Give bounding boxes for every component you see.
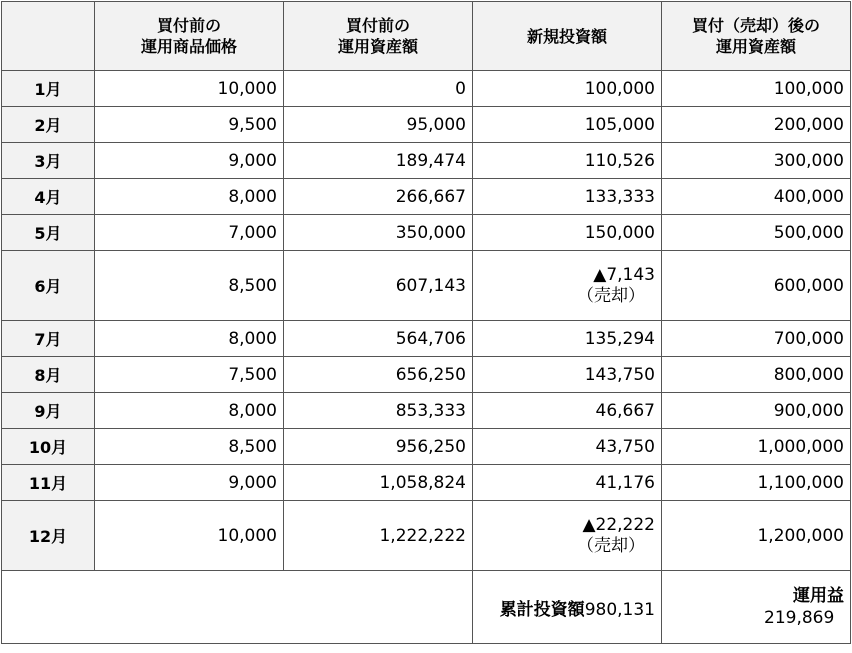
assets-after-cell: 1,200,000 <box>662 501 851 571</box>
assets-before-cell: 189,474 <box>284 143 473 179</box>
new-investment-cell: 43,750 <box>473 429 662 465</box>
new-investment-cell <box>473 251 662 321</box>
table-row <box>2 143 851 179</box>
month-cell: 3月 <box>2 143 95 179</box>
assets-after-cell: 600,000 <box>662 251 851 321</box>
month-cell: 9月 <box>2 393 95 429</box>
table-row <box>2 71 851 107</box>
investment-value: ▲7,143 <box>593 264 655 285</box>
assets-after-cell: 900,000 <box>662 393 851 429</box>
total-label: 累計投資額 <box>499 599 585 620</box>
table-row <box>2 251 851 321</box>
footer-total <box>473 571 662 644</box>
footer-empty <box>2 571 473 644</box>
assets-before-cell: 350,000 <box>284 215 473 251</box>
table-row <box>2 465 851 501</box>
assets-after-cell: 1,000,000 <box>662 429 851 465</box>
header-corner <box>2 2 95 71</box>
assets-after-cell: 800,000 <box>662 357 851 393</box>
price-cell: 10,000 <box>95 71 284 107</box>
assets-before-cell: 1,058,824 <box>284 465 473 501</box>
assets-before-cell: 853,333 <box>284 393 473 429</box>
table-row <box>2 357 851 393</box>
price-cell: 9,000 <box>95 465 284 501</box>
month-cell: 10月 <box>2 429 95 465</box>
header-row <box>2 2 851 71</box>
footer-row <box>2 571 851 644</box>
footer-profit <box>662 571 851 644</box>
price-cell: 8,000 <box>95 321 284 357</box>
assets-after-cell: 100,000 <box>662 71 851 107</box>
month-cell: 8月 <box>2 357 95 393</box>
price-cell: 9,000 <box>95 143 284 179</box>
sale-note: （売却） <box>577 285 645 306</box>
price-cell: 9,500 <box>95 107 284 143</box>
assets-before-cell: 1,222,222 <box>284 501 473 571</box>
new-investment-cell: 100,000 <box>473 71 662 107</box>
price-cell: 8,500 <box>95 429 284 465</box>
price-cell: 7,000 <box>95 215 284 251</box>
assets-before-cell: 95,000 <box>284 107 473 143</box>
header-new-investment: 新規投資額 <box>473 2 662 71</box>
investment-table <box>1 1 851 644</box>
table-row <box>2 321 851 357</box>
new-investment-cell: 143,750 <box>473 357 662 393</box>
month-cell: 5月 <box>2 215 95 251</box>
new-investment-cell: 110,526 <box>473 143 662 179</box>
assets-after-cell: 300,000 <box>662 143 851 179</box>
new-investment-cell: 46,667 <box>473 393 662 429</box>
sale-note: （売却） <box>577 535 645 556</box>
table-row <box>2 107 851 143</box>
header-price: 買付前の 運用商品価格 <box>95 2 284 71</box>
total-value: 980,131 <box>584 599 655 620</box>
new-investment-cell: 150,000 <box>473 215 662 251</box>
table-row <box>2 501 851 571</box>
assets-before-cell: 656,250 <box>284 357 473 393</box>
assets-after-cell: 200,000 <box>662 107 851 143</box>
month-cell: 11月 <box>2 465 95 501</box>
new-investment-cell <box>473 501 662 571</box>
month-cell: 4月 <box>2 179 95 215</box>
assets-after-cell: 500,000 <box>662 215 851 251</box>
price-cell: 8,000 <box>95 179 284 215</box>
new-investment-cell: 135,294 <box>473 321 662 357</box>
month-cell: 1月 <box>2 71 95 107</box>
table-row <box>2 215 851 251</box>
assets-before-cell: 956,250 <box>284 429 473 465</box>
profit-label: 運用益 <box>793 586 844 606</box>
month-cell: 12月 <box>2 501 95 571</box>
investment-value: ▲22,222 <box>582 514 655 535</box>
table-row <box>2 179 851 215</box>
table-row <box>2 429 851 465</box>
header-assets-after: 買付（売却）後の 運用資産額 <box>662 2 851 71</box>
assets-before-cell: 564,706 <box>284 321 473 357</box>
profit-value: 219,869 <box>764 608 835 628</box>
assets-before-cell: 266,667 <box>284 179 473 215</box>
assets-before-cell: 607,143 <box>284 251 473 321</box>
price-cell: 8,000 <box>95 393 284 429</box>
price-cell: 10,000 <box>95 501 284 571</box>
assets-after-cell: 700,000 <box>662 321 851 357</box>
month-cell: 6月 <box>2 251 95 321</box>
month-cell: 2月 <box>2 107 95 143</box>
assets-after-cell: 1,100,000 <box>662 465 851 501</box>
new-investment-cell: 41,176 <box>473 465 662 501</box>
assets-before-cell: 0 <box>284 71 473 107</box>
header-assets-before: 買付前の 運用資産額 <box>284 2 473 71</box>
new-investment-cell: 105,000 <box>473 107 662 143</box>
table-row <box>2 393 851 429</box>
new-investment-cell: 133,333 <box>473 179 662 215</box>
price-cell: 7,500 <box>95 357 284 393</box>
price-cell: 8,500 <box>95 251 284 321</box>
assets-after-cell: 400,000 <box>662 179 851 215</box>
month-cell: 7月 <box>2 321 95 357</box>
